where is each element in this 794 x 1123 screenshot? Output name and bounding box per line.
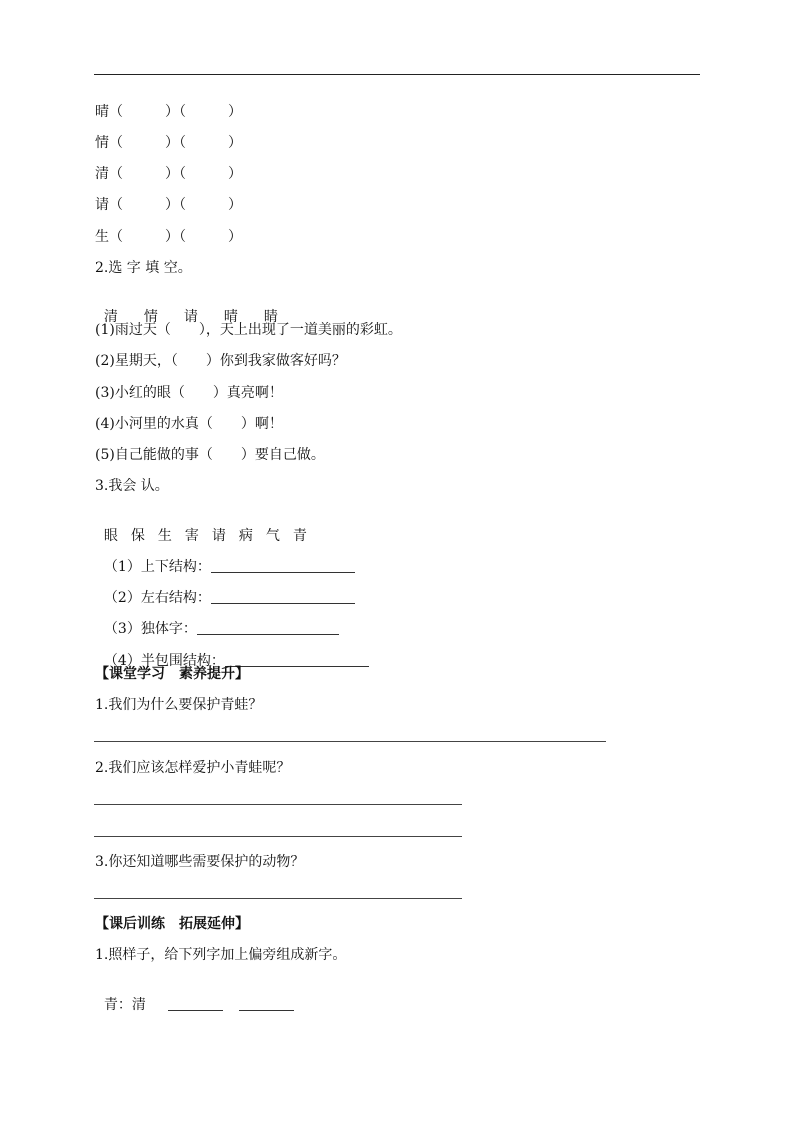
q3-item-label: （2）左右结构： <box>103 590 211 606</box>
q2-item: (4)小河里的水真（ ）啊！ <box>95 416 283 432</box>
after-example-row <box>95 978 294 1014</box>
q2-item: (2)星期天，（ ）你到我家做客好吗？ <box>95 353 346 369</box>
section-heading: 【课后训练 拓展延伸】 <box>95 916 249 932</box>
class-question: 1.我们为什么要保护青蛙？ <box>95 697 263 713</box>
q3-item-label: （1）上下结构： <box>103 559 211 575</box>
after-example: 青：清 <box>103 997 146 1013</box>
answer-line[interactable] <box>94 741 606 742</box>
q2-title: 2.选 字 填 空。 <box>95 260 192 276</box>
q3-title: 3.我会 认。 <box>95 478 169 494</box>
section-heading: 【课堂学习 素养提升】 <box>95 666 249 682</box>
q3-char: 保 <box>130 528 145 544</box>
exercise1-row: 情（ ）（ ） <box>95 135 242 151</box>
q3-char: 青 <box>292 528 307 544</box>
q3-item-label: （3）独体字： <box>103 621 197 637</box>
exercise1-row: 请（ ）（ ） <box>95 197 242 213</box>
q3-char: 请 <box>211 528 226 544</box>
q2-item: (1)雨过天（ ），天上出现了一道美丽的彩虹。 <box>95 322 402 338</box>
q2-option: 晴 <box>223 309 238 325</box>
class-question: 2.我们应该怎样爱护小青蛙呢？ <box>95 760 291 776</box>
exercise1-row: 生（ ）（ ） <box>95 229 242 245</box>
q3-char: 生 <box>157 528 172 544</box>
q2-option: 睛 <box>263 309 278 325</box>
answer-blank[interactable] <box>239 996 294 1011</box>
q3-item <box>95 602 339 638</box>
answer-blank[interactable] <box>168 996 223 1011</box>
q3-item-label: （4）半包围结构： <box>103 653 225 669</box>
exercise1-row: 晴（ ）（ ） <box>95 104 242 120</box>
q3-char: 害 <box>184 528 199 544</box>
answer-line[interactable] <box>94 836 462 837</box>
q3-char: 眼 <box>103 528 118 544</box>
exercise1-row: 清（ ）（ ） <box>95 166 242 182</box>
q3-char: 气 <box>265 528 280 544</box>
q2-option: 请 <box>183 309 198 325</box>
q2-item: (5)自己能做的事（ ）要自己做。 <box>95 447 325 463</box>
q2-option: 情 <box>143 309 158 325</box>
q3-char: 病 <box>238 528 253 544</box>
header-rule <box>94 74 700 75</box>
q2-option: 清 <box>103 309 118 325</box>
after-question: 1.照样子，给下列字加上偏旁组成新字。 <box>95 947 347 963</box>
answer-line[interactable] <box>94 804 462 805</box>
answer-line[interactable] <box>94 898 462 899</box>
class-question: 3.你还知道哪些需要保护的动物？ <box>95 854 305 870</box>
q2-item: (3)小红的眼（ ）真亮啊！ <box>95 385 283 401</box>
answer-blank[interactable] <box>197 620 339 635</box>
